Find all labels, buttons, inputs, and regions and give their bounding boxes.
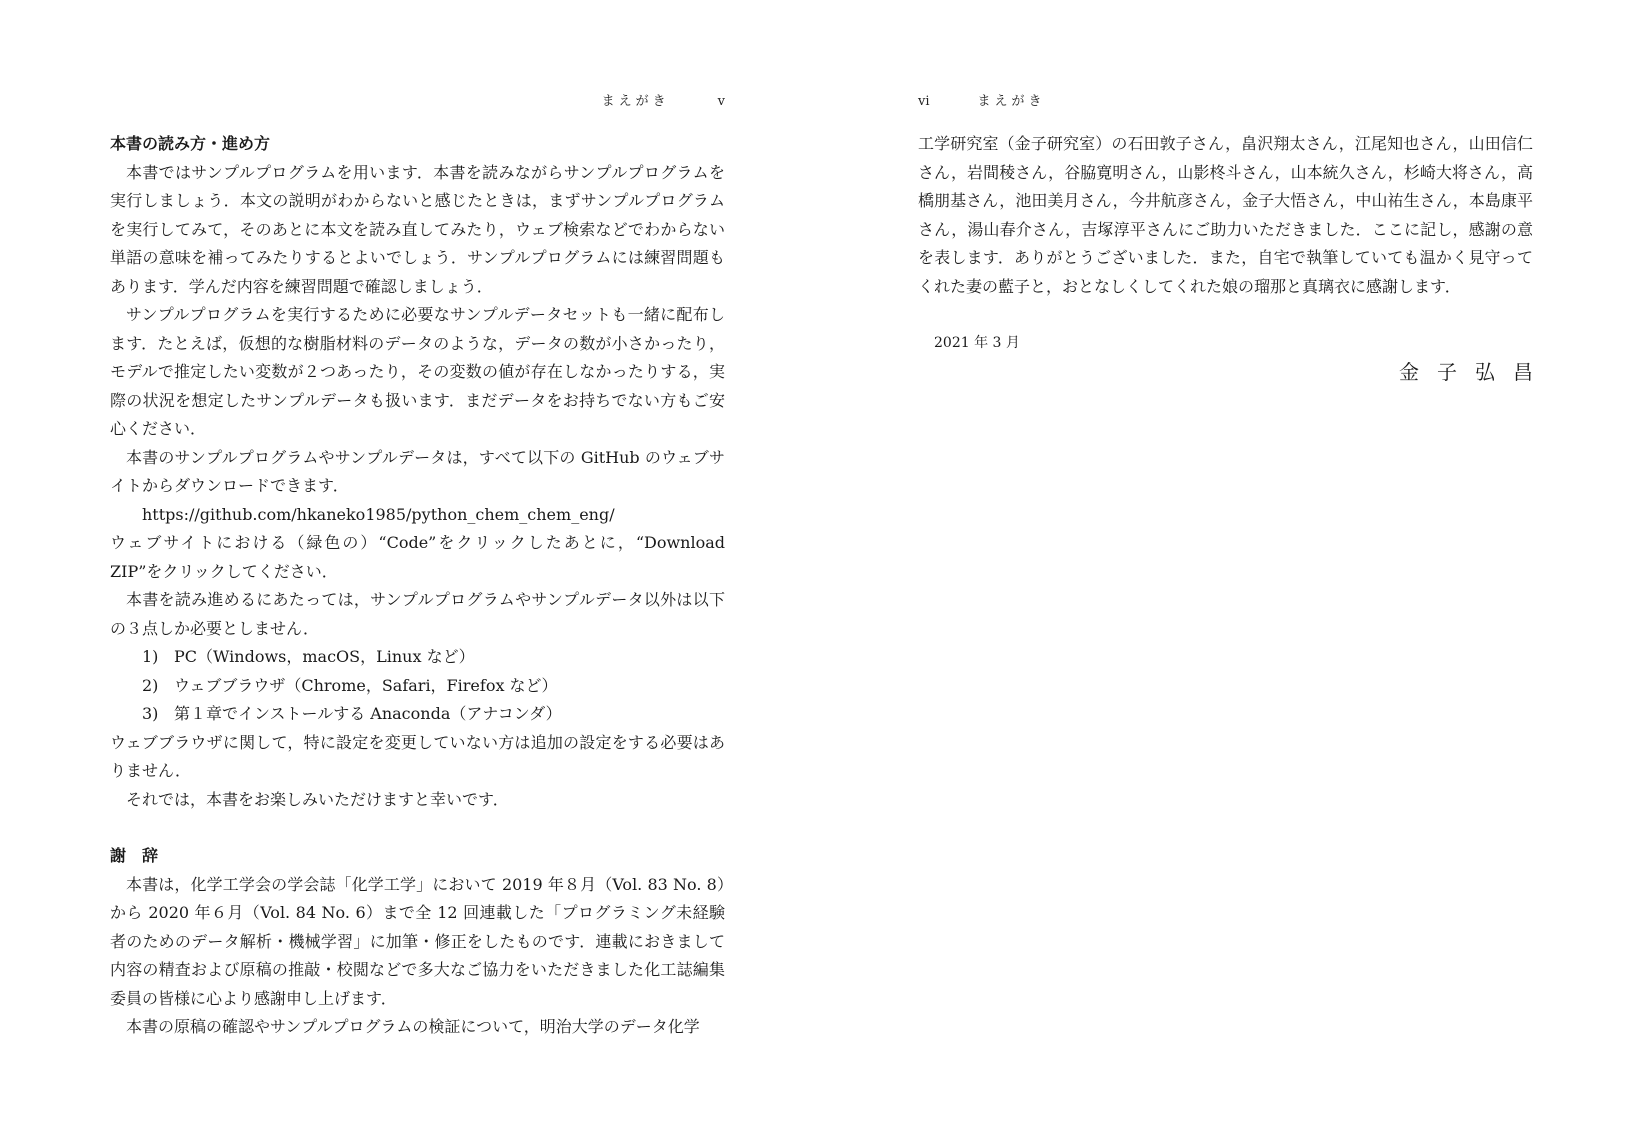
list-item: [110, 672, 725, 701]
paragraph: サンプルプログラムを実行するために必要なサンプルデータセットも一緒に配布します．たとえば，仮想的な樹脂材料のデータのような，データの数が小さかったり，モデルで推定したい変数が２つあったり，その変数の値が存在しなかったりする，実際の状況を想定したサンプルデータも扱います．まだデータをお持ちでない方もご安心ください．: [110, 305, 725, 438]
paragraph: 本書は，化学工学会の学会誌「化学工学」において 2019 年８月（Vol. 83 No. 8）から 2020 年６月（Vol. 84 No. 6）まで全 12 回連載した「プログラミング未経験者のためのデータ解析・機械学習」に加筆・修正をしたものです．連載におきまして内容の精査および原稿の推敲・校閲などで多大なご協力をいただきました化工誌編集委員の皆様に心より感謝申し上げます．: [110, 874, 725, 1008]
paragraph: 本書のサンプルプログラムやサンプルデータは，すべて以下の GitHub のウェブサイトからダウンロードできます．: [110, 447, 725, 495]
paragraph: 本書を読み進めるにあたっては，サンプルプログラムやサンプルデータ以外は以下の３点しか必要としません．: [110, 590, 725, 638]
paragraph: ウェブブラウザに関して，特に設定を変更していない方は追加の設定をする必要はありません．: [110, 732, 725, 780]
paragraph: 本書ではサンプルプログラムを用います．本書を読みながらサンプルプログラムを実行しましょう．本文の説明がわからないと感じたときは，まずサンプルプログラムを実行してみて，そのあとに本文を読み直してみたり，ウェブ検索などでわからない単語の意味を補ってみたりするとよいでしょう．サンプルプログラムには練習問題もあります．学んだ内容を練習問題で確認しましょう．: [110, 162, 725, 296]
list-item: [110, 700, 725, 729]
github-url[interactable]: https://github.com/hkaneko1985/python_chem_chem_eng/: [142, 504, 615, 524]
paragraph: 工学研究室（金子研究室）の石田敦子さん，畠沢翔太さん，江尾知也さん，山田信仁さん，岩間稜さん，谷脇寛明さん，山影柊斗さん，山本統久さん，杉崎大将さん，高橋朋基さん，池田美月さん，今井航彦さん，金子大悟さん，中山祐生さん，本島康平さん，湯山春介さん，吉塚淳平さんにご助力いただきました．ここに記し，感謝の意を表します．ありがとうございました．また，自宅で執筆していても温かく見守ってくれた妻の藍子と，おとなしくしてくれた娘の瑠那と真璃衣に感謝します．: [918, 134, 1533, 296]
running-head-right: [918, 90, 1046, 109]
running-head-title: まえがき: [601, 94, 670, 109]
right-page-body: [918, 130, 1551, 386]
date: 2021 年 3 月: [934, 335, 1020, 351]
page-number: v: [717, 94, 725, 109]
section-heading-acknowledgements: 謝 辞: [110, 846, 159, 865]
running-head-title: まえがき: [977, 94, 1046, 109]
paragraph: ウェブサイトにおける（緑色の）“Code”をクリックしたあとに，“Download ZIP”をクリックしてください．: [110, 533, 725, 581]
paragraph: 本書の原稿の確認やサンプルプログラムの検証について，明治大学のデータ化学: [126, 1017, 700, 1036]
author-signature: 金子弘昌: [1399, 359, 1551, 384]
running-head-left: [602, 90, 725, 109]
list-number: 2): [142, 675, 159, 695]
list-text: ウェブブラウザ（Chrome，Safari，Firefox など）: [174, 675, 558, 695]
list-item: [110, 643, 725, 672]
requirements-list: [110, 643, 725, 729]
section-gap: [918, 301, 1533, 329]
left-page: [110, 0, 725, 1136]
paragraph: それでは，本書をお楽しみいただけますと幸いです．: [126, 789, 509, 809]
right-page: [918, 0, 1551, 1136]
left-page-body: [110, 130, 725, 1042]
list-number: 3): [142, 704, 159, 723]
section-heading-how-to-read: 本書の読み方・進め方: [110, 134, 271, 153]
page-number: vi: [918, 94, 930, 109]
list-number: 1): [142, 647, 159, 666]
list-text: 第１章でインストールする Anaconda（アナコンダ）: [174, 704, 562, 723]
section-gap: [110, 814, 725, 842]
list-text: PC（Windows，macOS，Linux など）: [174, 647, 475, 666]
